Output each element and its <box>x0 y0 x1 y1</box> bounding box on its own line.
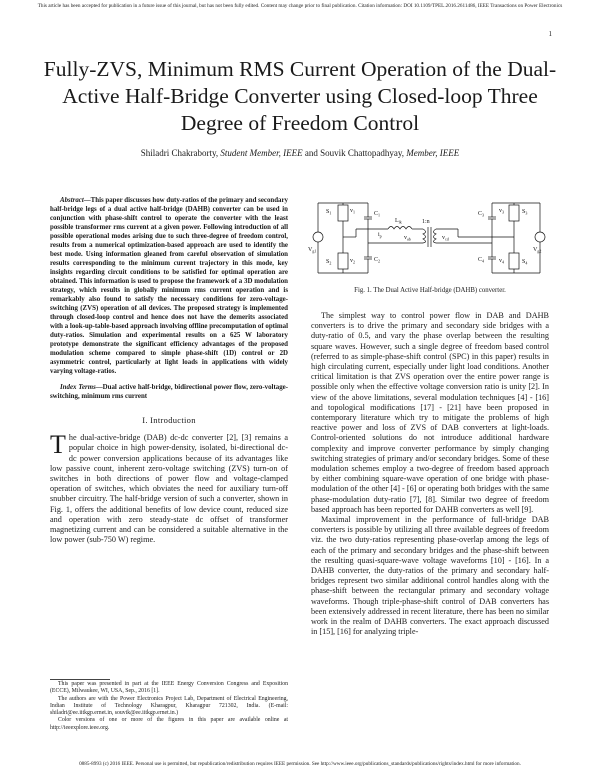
footnote-rule <box>50 679 110 680</box>
intro-paragraph-1 <box>50 430 288 545</box>
label-turns-ratio: 1:n <box>422 219 430 225</box>
transformer-symbol <box>434 229 437 243</box>
author-2-role: Member, IEEE <box>406 148 460 158</box>
page-number: 1 <box>548 30 552 38</box>
abstract: Abstract—This paper discusses how duty-ratios of the primary and secondary half-bridge legs of a dual active half-bridge (DAHB) converter can be used in conjunction with phase-shift control to operate the converter with the least possible transformer rms current at a given power. Following introduction of all possible operational modes arising due to such three-degree of freedom control, results from a numerical optimization-based approach are used to identify the best mode. Using information gleaned from careful observation of simulation results corresponding to the minimum current trajectory in this mode, key insights regarding circuit conditions to be satisfied for optimal operation are obtained. This information is used to propose the framework of a 3D modulation strategy, which results in globally minimum rms current operation and is remarkably also found to satisfy the necessary conditions for zero-voltage-switching (ZVS) operation of all devices. The proposed strategy is implemented through closed-loop control and hence does not have the demerits associated with a look-up-table-based approach involving offline precomputation of optimal duty-ratios. Simulation and experimental results on a 625 W laboratory prototype demonstrate the significant efficiency advantages of the proposed modulation scheme compared to simple phase-shift (1D) control or 2D asymmetric control, particularly at light loads in applications with widely varying voltage-ratios. <box>50 197 288 375</box>
label-c4: $C_4$ <box>478 257 485 264</box>
footnote-affiliation: The authors are with the Power Electronics Project Lab, Department of Electrical Engineering, Indian Institute of Technology Kharagpur, Kharagpur 721302, India. (E-mail: shiladri@ee.iitkgp.ernet.in, souvik@ee.iitkgp.ernet.in.) <box>50 695 288 717</box>
label-c3: $C_3$ <box>478 211 485 218</box>
label-v3: $v_3$ <box>499 208 504 215</box>
footnote-color-versions: Color versions of one or more of the figures in this paper are available online at http://ieeexplore.ieee.org. <box>50 717 288 731</box>
intro-paragraph-1-text: he dual-active-bridge (DAB) dc-dc converter [2], [3] remains a popular choice in high power-density, isolated, bi-directional dc-dc power conversion applications because of its advantages like low passive count, inherent zero-voltage switching (ZVS) turn-on of switches in both directions of power flow and voltage-clamped operation of switches, which obviates the need for auxiliary turn-off snubber circuitry. The half-bridge version of such a converter, shown in Fig. 1, offers the additional benefits of low device count, reduced size and operation with zero steady-state dc offset of transformer magnetizing current and can be considered a suitable alternative in the low power (sub-750 W) regime. <box>50 433 288 545</box>
index-terms-label: Index Terms <box>60 384 96 391</box>
inductor-llk-symbol <box>388 227 412 230</box>
copyright-footer: 0885-8993 (c) 2016 IEEE. Personal use is permitted, but republication/redistribution requires IEEE permission. See http://www.ieee.org/publications_standards/publications/rights/index.html for more information. <box>79 761 521 767</box>
label-llk: $L_{lk}$ <box>395 218 402 225</box>
label-s2: $S_2$ <box>326 259 332 266</box>
figure-caption: Fig. 1. The Dual Active Half-bridge (DAHB) converter. <box>354 287 506 294</box>
source-vg2-symbol <box>535 232 545 242</box>
footnote-presentation: This paper was presented in part at the IEEE Energy Conversion Congress and Exposition (ECCE), Milwaukee, WI, USA, Sep., 2016 [1]. <box>50 681 288 695</box>
label-v2: $v_2$ <box>350 258 355 265</box>
label-vcd: $v_{cd}$ <box>442 235 449 242</box>
paper-title: Fully-ZVS, Minimum RMS Current Operation of the Dual-Active Half-Bridge Converter using Closed-loop Three Degree of Freedom Control <box>43 57 557 135</box>
section-heading-introduction: I. Introduction <box>142 415 196 425</box>
switch-s1-symbol <box>338 205 348 221</box>
right-column <box>311 311 549 638</box>
dahb-converter-figure <box>308 191 552 283</box>
label-s4: $S_4$ <box>522 259 528 266</box>
accepted-article-notice: This article has been accepted for publication in a future issue of this journal, but has not been fully edited. Content may change prior to final publication. Citation information: DOI 10.1109/TPEL.2016.2611486, IEEE Transactions on Power Electronics <box>37 3 563 9</box>
author-2-name: Souvik Chattopadhyay, <box>320 148 405 158</box>
label-v1: $v_1$ <box>350 208 355 215</box>
author-line <box>40 148 560 158</box>
source-vg1-symbol <box>313 232 323 242</box>
right-paragraph-1: The simplest way to control power flow in DAB and DAHB converters is to drive the primary and secondary side bridges with a duty-ratio of 0.5, and vary the phase overlap between the resulting square waves. However, such a single degree of freedom based control (referred to as simple-phase-shift control (SPC) in this paper) results in high circulating current, especially under light load conditions. Another critical limitation is that ZVS operation over the entire power range is possible only when the effective voltage conversion ratio is unity [2]. In view of the above limitations, several modulation techniques [4] - [16] and topological modifications [17] - [21] have been proposed in contemporary literature which try to mitigate the problems of high reactive power and loss of ZVS of DAB converters at light-loads. Control-oriented solutions do not introduce additional hardware complexity and improve converter performance by simply changing switching strategies of primary and/or secondary bridges. Some of these modulation schemes employ a two-degree of freedom based approach by either combining square-wave operation of one bridge with phase-modulation of the other [4] - [6] or operating both bridges with the same phase-modulation duty-ratio [7], [8]. Similar two degree of freedom based approach has been reported for DAHB converters as well [9]. <box>311 311 549 514</box>
left-column <box>50 196 288 545</box>
label-vab: $v_{ab}$ <box>404 235 411 242</box>
abstract-label: Abstract <box>60 197 84 204</box>
label-s3: $S_3$ <box>522 209 528 216</box>
index-terms: Index Terms—Dual active half-bridge, bidirectional power flow, zero-voltage-switching, minimum rms current <box>50 384 289 400</box>
label-ip: $i_p$ <box>378 232 382 239</box>
drop-cap: T <box>50 430 66 460</box>
author-1-name: Shiladri Chakraborty, <box>140 148 219 158</box>
label-vg1: $V_{g1}$ <box>308 247 317 254</box>
label-v4: $v_4$ <box>499 258 504 265</box>
right-paragraph-2: Maximal improvement in the performance of full-bridge DAB converters is possible by utilizing all three available degrees of freedom viz. the two duty-ratios representing phase-overlap among the legs of each of the primary and secondary bridges and the phase-shift between the resulting quasi-square-wave voltage waveforms [10] - [16]. In a DAHB converter, the duty-ratios of the primary and secondary half-bridges represent two similar additional control handles along with the phase-shift between the rectangular primary and secondary voltage waveforms. Though triple-phase-shift control of DAB converters has been extensively addressed in recent literature, there has been no similar work in the realm of DAHB converters. The exact approach discussed in [15], [16] for analyzing triple- <box>311 515 549 637</box>
label-c1: $C_1$ <box>374 211 381 218</box>
label-s1: $S_1$ <box>326 209 332 216</box>
author-conjunction: and <box>304 148 318 158</box>
author-1-role: Student Member, IEEE <box>220 148 303 158</box>
label-c2: $C_2$ <box>374 257 381 264</box>
switch-s4-symbol <box>509 253 519 269</box>
footnotes <box>50 681 288 732</box>
label-vg2: $V_{g2}$ <box>533 247 542 254</box>
switch-s2-symbol <box>338 253 348 269</box>
index-terms-text: Dual active half-bridge, bidirectional power flow, zero-voltage-switching, minimum rms current <box>50 384 289 400</box>
switch-s3-symbol <box>509 205 519 221</box>
abstract-text: This paper discusses how duty-ratios of the primary and secondary half-bridge legs of a dual active half-bridge (DAHB) converter can be used in conjunction with phase-shift control to operate the converter with the least possible transformer rms current at a given power. Following introduction of all possible operational modes arising due to such three-degree of freedom control, results from a numerical optimization-based approach are used to identify the best mode. Using information gleaned from careful observation of simulation results corresponding to the minimum current trajectory in this mode, key insights regarding circuit conditions to be satisfied for optimal operation are obtained. This information is used to propose the framework of a 3D modulation strategy, which results in globally minimum rms current operation and is remarkably also found to satisfy the necessary conditions for zero-voltage-switching (ZVS) operation of all devices. The proposed strategy is implemented through closed-loop control and hence does not have the demerits associated with a look-up-table-based approach involving offline precomputation of optimal duty-ratios. Simulation and experimental results on a 625 W laboratory prototype demonstrate the significant efficiency advantages of the proposed modulation scheme compared to simple phase-shift (1D) control or 2D asymmetric control, particularly at light loads in applications with widely varying voltage-ratios. <box>50 197 288 375</box>
